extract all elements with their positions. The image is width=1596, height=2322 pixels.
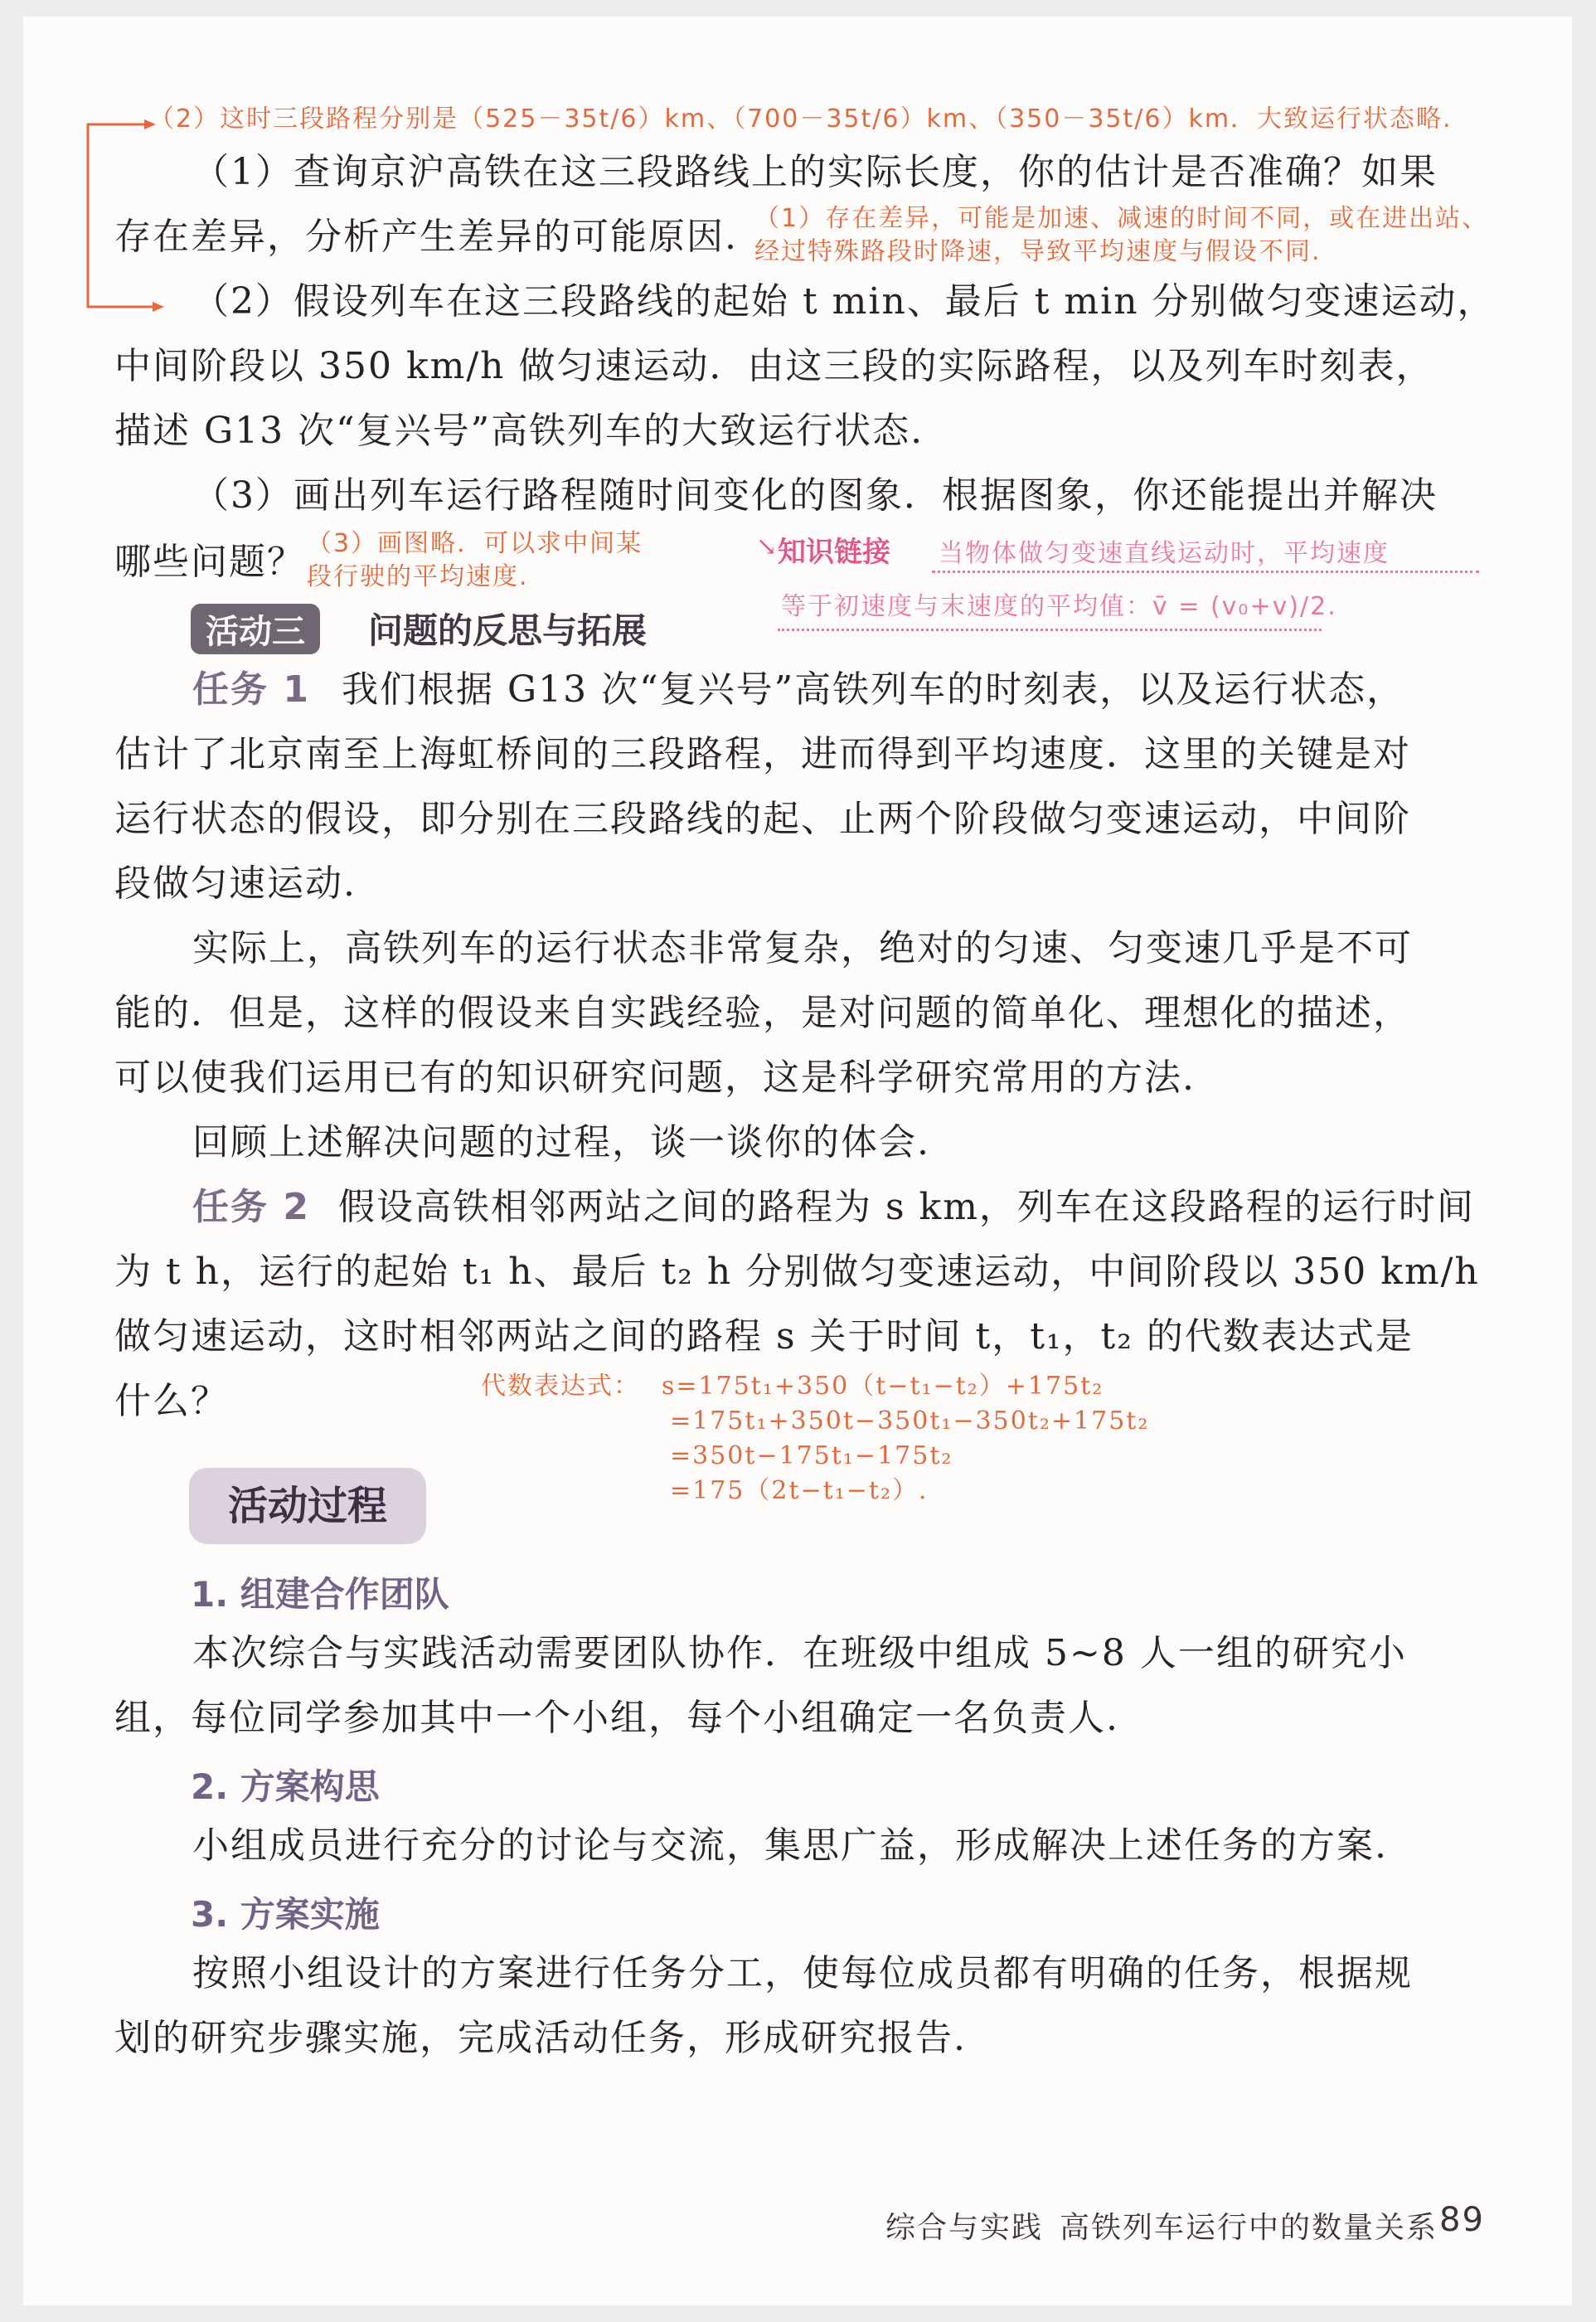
task-1-line-1: 我们根据 G13 次“复兴号”高铁列车的时刻表，以及运行状态， bbox=[342, 668, 1405, 711]
page-number: 89 bbox=[1439, 2201, 1485, 2239]
formula-label: 代数表达式： bbox=[481, 1372, 640, 1401]
paragraph-2-line-1: 实际上，高铁列车的运行状态非常复杂，绝对的匀速、匀变速几乎是不可 bbox=[192, 927, 1413, 969]
formula-line-3: =350t−175t₁−175t₂ bbox=[670, 1441, 953, 1470]
step-3-line-1: 按照小组设计的方案进行任务分工，使每位成员都有明确的任务，根据规 bbox=[192, 1952, 1413, 1994]
activity-3-badge: 活动三 bbox=[191, 604, 320, 654]
step-1-line-2: 组，每位同学参加其中一个小组，每个小组确定一名负责人. bbox=[114, 1697, 1119, 1739]
footer-chapter: 高铁列车运行中的数量关系 bbox=[1060, 2211, 1438, 2245]
step-1-line-1: 本次综合与实践活动需要团队协作．在班级中组成 5~8 人一组的研究小 bbox=[192, 1632, 1407, 1674]
knowledge-link-icon: ↘ bbox=[756, 532, 778, 561]
task-1-line-4: 段做匀速运动. bbox=[114, 862, 357, 905]
formula-line-1: s=175t₁+350（t−t₁−t₂）+175t₂ bbox=[662, 1372, 1104, 1401]
question-3-line-1: （3）画出列车运行路程随时间变化的图象．根据图象，你还能提出并解决 bbox=[192, 474, 1438, 517]
step-2-line-1: 小组成员进行充分的讨论与交流，集思广益，形成解决上述任务的方案. bbox=[192, 1824, 1388, 1867]
task-2-line-2: 为 t h，运行的起始 t₁ h、最后 t₂ h 分别做匀变速运动，中间阶段以 350 km/h bbox=[114, 1251, 1480, 1293]
task-2-line-4: 什么？ bbox=[114, 1380, 229, 1422]
task-2-line-3: 做匀速运动，这时相邻两站之间的路程 s 关于时间 t，t₁，t₂ 的代数表达式是 bbox=[114, 1315, 1414, 1358]
answer-note-1-line-1: （1）存在差异，可能是加速、减速的时间不同，或在进出站、 bbox=[754, 204, 1489, 233]
question-2-line-3: 描述 G13 次“复兴号”高铁列车的大致运行状态. bbox=[114, 410, 924, 452]
step-3-title: 3. 方案实施 bbox=[191, 1894, 380, 1935]
footer-section: 综合与实践 bbox=[885, 2211, 1044, 2245]
task-1-label: 任务 1 bbox=[192, 668, 310, 711]
knowledge-link-title: 知识链接 bbox=[778, 536, 890, 569]
task-1-line-2: 估计了北京南至上海虹桥间的三段路程，进而得到平均速度．这里的关键是对 bbox=[114, 733, 1411, 775]
paragraph-3: 回顾上述解决问题的过程，谈一谈你的体会. bbox=[192, 1121, 930, 1163]
knowledge-link-underline-1 bbox=[932, 571, 1479, 573]
process-heading-box bbox=[189, 1468, 426, 1544]
knowledge-link-underline-2 bbox=[778, 629, 1322, 631]
bracket-arrow-icon bbox=[80, 108, 171, 315]
question-1-line-1: （1）查询京沪高铁在这三段路线上的实际长度，你的估计是否准确？如果 bbox=[192, 151, 1438, 193]
answer-note-2-text: （2）这时三段路程分别是（525－35t/6）km、（700－35t/6）km、（350－35t/6）km．大致运行状态略. bbox=[149, 104, 1453, 134]
question-2-line-2: 中间阶段以 350 km/h 做匀速运动．由这三段的实际路程，以及列车时刻表， bbox=[114, 345, 1434, 387]
question-2-line-1: （2）假设列车在这三段路线的起始 t min、最后 t min 分别做匀变速运动， bbox=[192, 280, 1496, 323]
answer-note-3-line-1: （3）画图略．可以求中间某 bbox=[307, 529, 643, 558]
activity-3-title: 问题的反思与拓展 bbox=[368, 610, 648, 651]
paragraph-2-line-2: 能的．但是，这样的假设来自实践经验，是对问题的简单化、理想化的描述， bbox=[114, 992, 1411, 1034]
formula-line-2: =175t₁+350t−350t₁−350t₂+175t₂ bbox=[670, 1406, 1150, 1435]
knowledge-link-line-2: 等于初速度与末速度的平均值：v̄ = (v₀+v)/2. bbox=[781, 592, 1337, 621]
answer-note-3-line-2: 段行驶的平均速度. bbox=[307, 562, 529, 591]
task-1-line-3: 运行状态的假设，即分别在三段路线的起、止两个阶段做匀变速运动，中间阶 bbox=[114, 798, 1411, 840]
task-2-label: 任务 2 bbox=[192, 1186, 310, 1228]
knowledge-link-line-1: 当物体做匀变速直线运动时，平均速度 bbox=[939, 539, 1390, 568]
question-3-line-2: 哪些问题？ bbox=[114, 541, 305, 583]
task-2-line-1: 假设高铁相邻两站之间的路程为 s km，列车在这段路程的运行时间 bbox=[338, 1186, 1475, 1228]
answer-note-1-line-2: 经过特殊路段时降速，导致平均速度与假设不同. bbox=[754, 237, 1322, 266]
step-3-line-2: 划的研究步骤实施，完成活动任务，形成研究报告. bbox=[114, 2017, 967, 2059]
formula-line-4: =175（2t−t₁−t₂）. bbox=[670, 1476, 929, 1505]
paragraph-2-line-3: 可以使我们运用已有的知识研究问题，这是科学研究常用的方法. bbox=[114, 1057, 1196, 1099]
process-heading: 活动过程 bbox=[227, 1483, 387, 1529]
answer-note-2 bbox=[149, 103, 1453, 136]
question-1-line-2: 存在差异，分析产生差异的可能原因. bbox=[114, 216, 738, 258]
step-2-title: 2. 方案构思 bbox=[191, 1766, 380, 1807]
step-1-title: 1. 组建合作团队 bbox=[191, 1574, 449, 1615]
